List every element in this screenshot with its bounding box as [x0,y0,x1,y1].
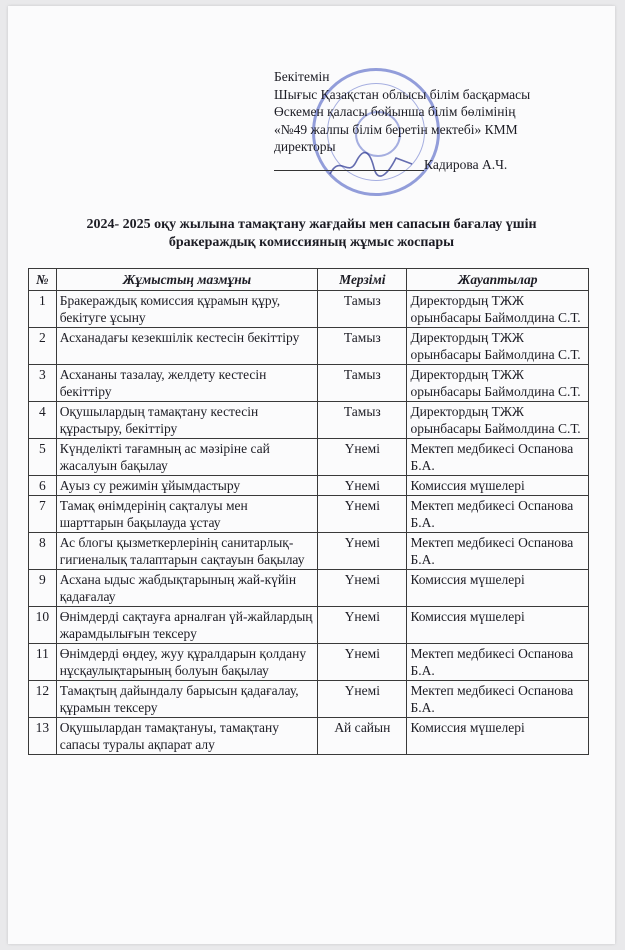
approval-line-4: директоры [274,139,336,154]
row-number: 6 [29,476,57,496]
row-responsible: Директордың ТЖЖ орынбасары Баймолдина С.Т. [407,328,589,365]
signature-underline [274,170,424,171]
table-row [29,533,589,570]
row-term: Үнемі [318,533,407,570]
approval-line-2: Өскемен қаласы бойынша білім бөлімінің [274,104,516,119]
table-row [29,607,589,644]
row-number: 1 [29,291,57,328]
row-responsible: Мектеп медбикесі Оспанова Б.А. [407,644,589,681]
row-task: Тамақтың дайындалу барысын қадағалау, құрамын тексеру [56,681,318,718]
row-term: Үнемі [318,607,407,644]
approval-label: Бекітемін [274,69,330,84]
table-row [29,496,589,533]
row-task: Бракераждық комиссия құрамын құру, бекітуге ұсыну [56,291,318,328]
row-number: 8 [29,533,57,570]
row-number: 3 [29,365,57,402]
row-term: Тамыз [318,402,407,439]
row-responsible: Комиссия мүшелері [407,476,589,496]
row-term: Үнемі [318,496,407,533]
row-number: 10 [29,607,57,644]
row-term: Тамыз [318,291,407,328]
row-term: Тамыз [318,328,407,365]
row-term: Ай сайын [318,718,407,755]
header-number: № [29,269,57,291]
document-title [28,216,595,252]
plan-table [28,268,589,755]
row-responsible: Директордың ТЖЖ орынбасары Баймолдина С.Т. [407,291,589,328]
title-line-1: 2024- 2025 оқу жылына тамақтану жағдайы мен сапасын бағалау үшін [86,217,537,232]
row-task: Оқушылардан тамақтануы, тамақтану сапасы туралы ақпарат алу [56,718,318,755]
table-row [29,570,589,607]
table-row [29,476,589,496]
approval-line-3: «№49 жалпы білім беретін мектебі» КММ [274,121,518,137]
row-task: Өнімдерді өңдеу, жуу құралдарын қолдану нұсқаулықтарының болуын бақылау [56,644,318,681]
row-task: Тамақ өнімдерінің сақталуы мен шарттарын бақылауда ұстау [56,496,318,533]
row-task: Асхана ыдыс жабдықтарының жай-күйін қадағалау [56,570,318,607]
row-term: Үнемі [318,644,407,681]
director-name: Кадирова А.Ч. [424,156,508,172]
row-task: Өнімдерді сақтауға арналған үй-жайлардың жарамдылығын тексеру [56,607,318,644]
signature-line [274,156,604,174]
row-responsible: Комиссия мүшелері [407,607,589,644]
table-row [29,439,589,476]
table-header-row [29,269,589,291]
table-row [29,328,589,365]
table-row [29,291,589,328]
table-row [29,365,589,402]
row-responsible: Мектеп медбикесі Оспанова Б.А. [407,533,589,570]
row-term: Үнемі [318,681,407,718]
row-term: Үнемі [318,570,407,607]
header-responsible: Жауаптылар [407,269,589,291]
row-responsible: Мектеп медбикесі Оспанова Б.А. [407,496,589,533]
row-responsible: Мектеп медбикесі Оспанова Б.А. [407,439,589,476]
row-task: Асханадағы кезекшілік кестесін бекіттіру [56,328,318,365]
row-term: Тамыз [318,365,407,402]
row-responsible: Директордың ТЖЖ орынбасары Баймолдина С.Т. [407,402,589,439]
header-task: Жұмыстың мазмұны [56,269,318,291]
row-responsible: Комиссия мүшелері [407,570,589,607]
row-task: Ас блогы қызметкерлерінің санитарлық-гигиеналық талаптарын сақтауын бақылау [56,533,318,570]
row-responsible: Комиссия мүшелері [407,718,589,755]
table-row [29,644,589,681]
row-task: Асхананы тазалау, желдету кестесін бекіттіру [56,365,318,402]
document-page [8,6,615,944]
approval-line-1: Шығыс Қазақстан облысы білім басқармасы [274,86,531,102]
header-term: Мерзімі [318,269,407,291]
row-task: Ауыз су режимін ұйымдастыру [56,476,318,496]
table-row [29,718,589,755]
row-number: 7 [29,496,57,533]
table-row [29,402,589,439]
row-responsible: Мектеп медбикесі Оспанова Б.А. [407,681,589,718]
approval-block [274,68,604,174]
row-task: Оқушылардың тамақтану кестесін құрастыру, бекіттіру [56,402,318,439]
row-term: Үнемі [318,476,407,496]
row-responsible: Директордың ТЖЖ орынбасары Баймолдина С.Т. [407,365,589,402]
row-number: 5 [29,439,57,476]
row-term: Үнемі [318,439,407,476]
table-row [29,681,589,718]
row-number: 9 [29,570,57,607]
row-task: Күнделікті тағамның ас мәзіріне сай жасалуын бақылау [56,439,318,476]
row-number: 12 [29,681,57,718]
title-line-2: бракераждық комиссияның жұмыс жоспары [168,235,455,250]
row-number: 2 [29,328,57,365]
row-number: 4 [29,402,57,439]
row-number: 11 [29,644,57,681]
row-number: 13 [29,718,57,755]
